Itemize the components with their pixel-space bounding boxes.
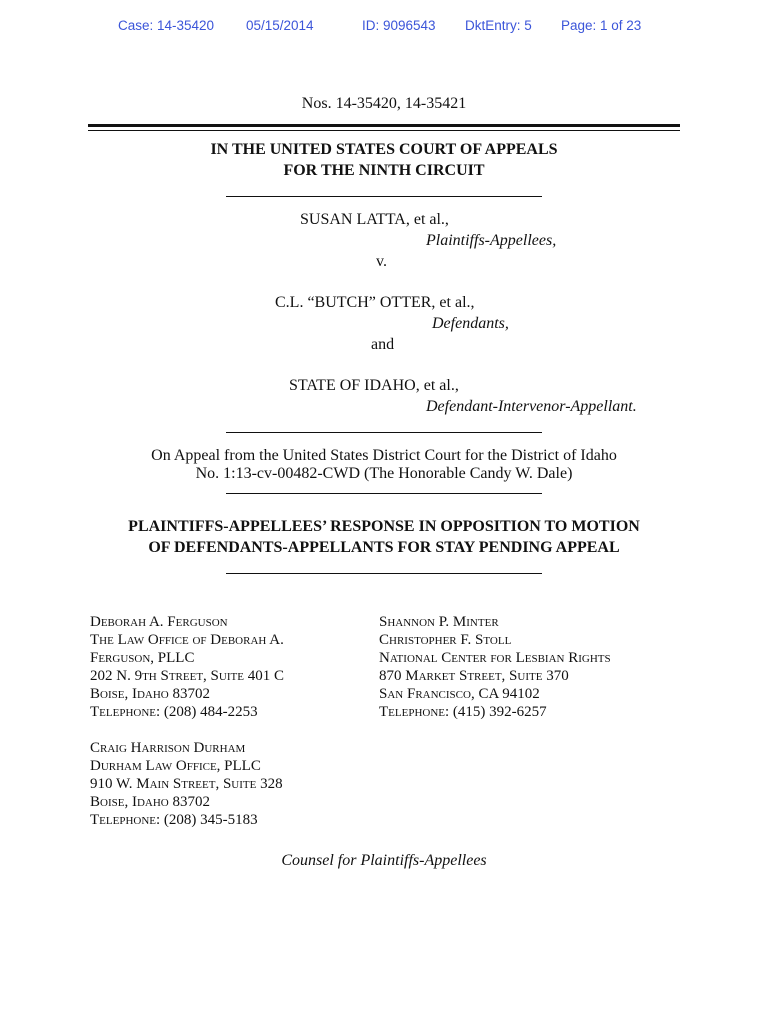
- counsel-telephone: Telephone: (208) 345-5183: [90, 812, 258, 828]
- appeal-district-case: No. 1:13-cv-00482-CWD (The Honorable Candy W. Dale): [195, 465, 573, 482]
- court-name-line2: FOR THE NINTH CIRCUIT: [283, 162, 485, 179]
- party-plaintiffs-role: Plaintiffs-Appellees,: [426, 232, 557, 249]
- divider: [226, 432, 542, 433]
- counsel-telephone: Telephone: (208) 484-2253: [90, 704, 258, 720]
- counsel-street: 910 W. Main Street, Suite 328: [90, 776, 283, 792]
- document-title-line2: OF DEFENDANTS-APPELLANTS FOR STAY PENDING APPEAL: [148, 539, 620, 556]
- case-numbers: Nos. 14-35420, 14-35421: [301, 95, 467, 112]
- party-defendants-name: C.L. “BUTCH” OTTER, et al.,: [275, 294, 475, 311]
- docket-entry-stamp: DktEntry: 5: [465, 18, 532, 33]
- party-intervenor-role: Defendant-Intervenor-Appellant.: [426, 398, 637, 415]
- and-conjunction: and: [371, 336, 395, 353]
- counsel-firm-cont: Ferguson, PLLC: [90, 650, 195, 666]
- counsel-name: Christopher F. Stoll: [379, 632, 512, 648]
- court-name-line1: IN THE UNITED STATES COURT OF APPEALS: [210, 141, 558, 158]
- counsel-street: 870 Market Street, Suite 370: [379, 668, 569, 684]
- counsel-city: Boise, Idaho 83702: [90, 686, 210, 702]
- document-title-line1: PLAINTIFFS-APPELLEES’ RESPONSE IN OPPOSITION TO MOTION: [128, 518, 640, 535]
- counsel-for-line: Counsel for Plaintiffs-Appellees: [281, 852, 487, 869]
- party-defendants-role: Defendants,: [432, 315, 509, 332]
- double-rule-top: [88, 124, 680, 127]
- filing-header: [0, 18, 768, 38]
- divider: [226, 196, 542, 197]
- counsel-name: Deborah A. Ferguson: [90, 614, 228, 630]
- filing-date-stamp: 05/15/2014: [246, 18, 314, 33]
- document-id-stamp: ID: 9096543: [362, 18, 436, 33]
- divider: [226, 493, 542, 494]
- page-count-stamp: Page: 1 of 23: [561, 18, 642, 33]
- counsel-name: Shannon P. Minter: [379, 614, 499, 630]
- case-number-stamp: Case: 14-35420: [118, 18, 215, 33]
- counsel-city: San Francisco, CA 94102: [379, 686, 540, 702]
- counsel-street: 202 N. 9th Street, Suite 401 C: [90, 668, 284, 684]
- counsel-name: Craig Harrison Durham: [90, 740, 246, 756]
- double-rule-bottom: [88, 130, 680, 131]
- counsel-firm: The Law Office of Deborah A.: [90, 632, 284, 648]
- versus: v.: [376, 253, 387, 270]
- counsel-telephone: Telephone: (415) 392-6257: [379, 704, 547, 720]
- counsel-city: Boise, Idaho 83702: [90, 794, 210, 810]
- counsel-firm: National Center for Lesbian Rights: [379, 650, 611, 666]
- party-plaintiffs-name: SUSAN LATTA, et al.,: [300, 211, 449, 228]
- party-intervenor-name: STATE OF IDAHO, et al.,: [289, 377, 459, 394]
- divider: [226, 573, 542, 574]
- appeal-origin: On Appeal from the United States District Court for the District of Idaho: [151, 447, 617, 464]
- counsel-firm: Durham Law Office, PLLC: [90, 758, 261, 774]
